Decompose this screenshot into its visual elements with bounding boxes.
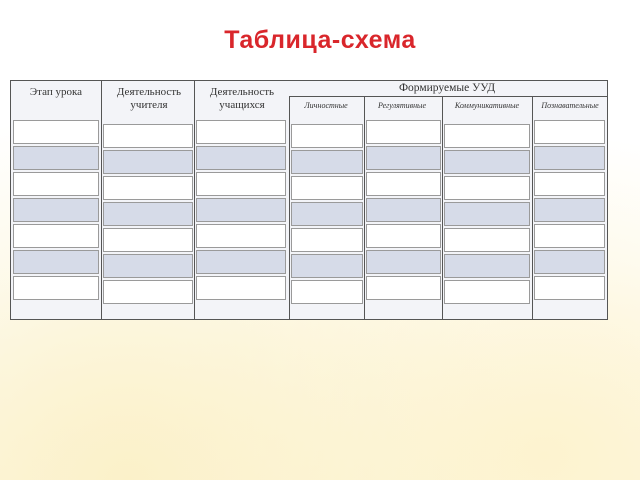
table-cell (13, 198, 99, 222)
table-cell (444, 150, 530, 174)
table-cell (13, 250, 99, 274)
column-divider (101, 80, 102, 320)
table-cell (103, 150, 193, 174)
table-cell (103, 228, 193, 252)
table-cell (13, 172, 99, 196)
table-cell (534, 120, 605, 144)
table-cell (103, 176, 193, 200)
table-cell (534, 276, 605, 300)
table-cell (366, 276, 441, 300)
table-cell (366, 120, 441, 144)
table-cell (291, 202, 363, 226)
header-regulatory: Регулятивные (378, 101, 426, 110)
page-title: Таблица-схема (224, 26, 416, 54)
table-cell (444, 176, 530, 200)
table-cell (366, 146, 441, 170)
column-divider (532, 96, 533, 320)
column-divider (289, 96, 290, 320)
table-cell (291, 176, 363, 200)
table-cell (13, 120, 99, 144)
table-cell (13, 146, 99, 170)
column-divider (364, 96, 365, 320)
header-divider (289, 96, 607, 97)
table-cell (534, 250, 605, 274)
column-divider (442, 96, 443, 320)
header-student-activity: Деятельность учащихся (209, 86, 275, 111)
table-cell (196, 198, 286, 222)
table-cell (534, 224, 605, 248)
table-cell (534, 198, 605, 222)
table-cell (196, 120, 286, 144)
table-cell (366, 198, 441, 222)
table-cell (534, 172, 605, 196)
header-uud-group: Формируемые УУД (398, 82, 496, 94)
table-cell (196, 250, 286, 274)
table-cell (366, 250, 441, 274)
table-cell (13, 224, 99, 248)
table-cell (196, 172, 286, 196)
table-cell (291, 228, 363, 252)
table-cell (103, 280, 193, 304)
table-cell (196, 224, 286, 248)
header-communicative: Коммуникативные (454, 101, 520, 110)
table-cell (534, 146, 605, 170)
table-cell (196, 146, 286, 170)
table-cell (103, 254, 193, 278)
table-cell (291, 280, 363, 304)
table-cell (13, 276, 99, 300)
table-cell (196, 276, 286, 300)
table-cell (103, 202, 193, 226)
header-teacher-activity: Деятельность учителя (116, 86, 182, 111)
header-personal: Личностные (304, 101, 348, 110)
header-cognitive: Познавательные (541, 101, 599, 110)
ud-table (10, 80, 608, 320)
table-cell (366, 172, 441, 196)
table-cell (103, 124, 193, 148)
table-cell (291, 150, 363, 174)
table-cell (366, 224, 441, 248)
table-cell (291, 254, 363, 278)
table-cell (291, 124, 363, 148)
table-cell (444, 280, 530, 304)
table-cell (444, 254, 530, 278)
header-stage: Этап урока (29, 86, 83, 98)
table-cell (444, 124, 530, 148)
table-cell (444, 202, 530, 226)
column-divider (194, 80, 195, 320)
table-cell (444, 228, 530, 252)
